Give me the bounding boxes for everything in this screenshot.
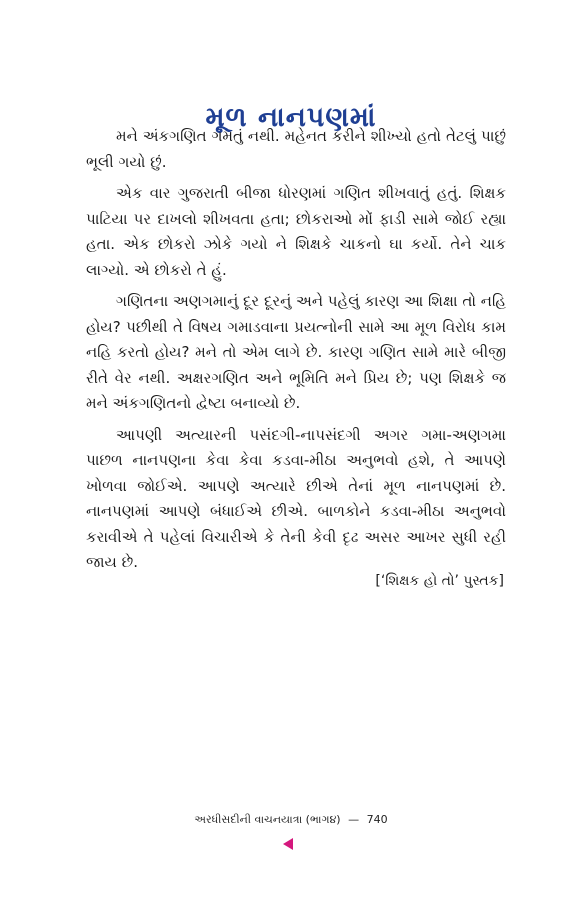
page-title: મૂળ નાનપણમાં: [205, 102, 377, 134]
book-title: અરધીસદીની વાચનયાત્રા (ભાગ૪): [194, 813, 341, 826]
page-footer: [0, 813, 582, 827]
footer-separator: —: [348, 813, 360, 826]
paragraph-2: એક વાર ગુજરાતી બીજા ધોરણમાં ગણિત શીખવાતું હતું. શિક્ષક પાટિયા પર દાખલો શીખવતા હતા; છોકરાઓ મોં ફાડી સામે જોઈ રહ્યા હતા. એક છોકરો ઝોકે ગયો ને શિક્ષકે ચાકનો ઘા કર્યો. તેને ચાક લાગ્યો. એ છોકરો તે હું.: [86, 184, 506, 279]
triangle-left-icon[interactable]: [283, 838, 293, 850]
paragraph-3: ગણિતના અણગમાનું દૂર દૂરનું અને પહેલું કારણ આ શિક્ષા તો નહિ હોય? પછીથી તે વિષય ગમાડવાના પ્રયત્નોની સામે આ મૂળ વિરોધ કામ નહિ કરતો હોય? મને તો એમ લાગે છે. કારણ ગણિત સામે મારે બીજી રીતે વેર નથી. અક્ષરગણિત અને ભૂમિતિ મને પ્રિય છે; પણ શિક્ષકે જ મને અંકગણિતનો દ્વેષ્ટા બનાવ્યો છે.: [86, 292, 507, 412]
paragraph-1: મને અંકગણિત ગમતું નથી. મહેનત કરીને શીખ્યો હતો તેટલું પાછું ભૂલી ગયો છું.: [86, 127, 506, 171]
article-body: [86, 124, 506, 582]
page-number: 740: [366, 813, 388, 826]
source-citation: [‘શિક્ષક હો તો’ પુસ્તક]: [375, 573, 504, 589]
paragraph-4: આપણી અત્યારની પસંદગી-નાપસંદગી અગર ગમા-અણગમા પાછળ નાનપણના કેવા કેવા કડવા-મીઠા અનુભવો હશે, તે આપણે ખોળવા જોઈએ. આપણે અત્યારે છીએ તેનાં મૂળ નાનપણમાં છે. નાનપણમાં આપણે બંધાઈએ છીએ. બાળકોને કડવા-મીઠા અનુભવો કરાવીએ તે પહેલાં વિચારીએ કે તેની કેવી દૃઢ અસર આખર સુધી રહી જાય છે.: [86, 425, 506, 571]
